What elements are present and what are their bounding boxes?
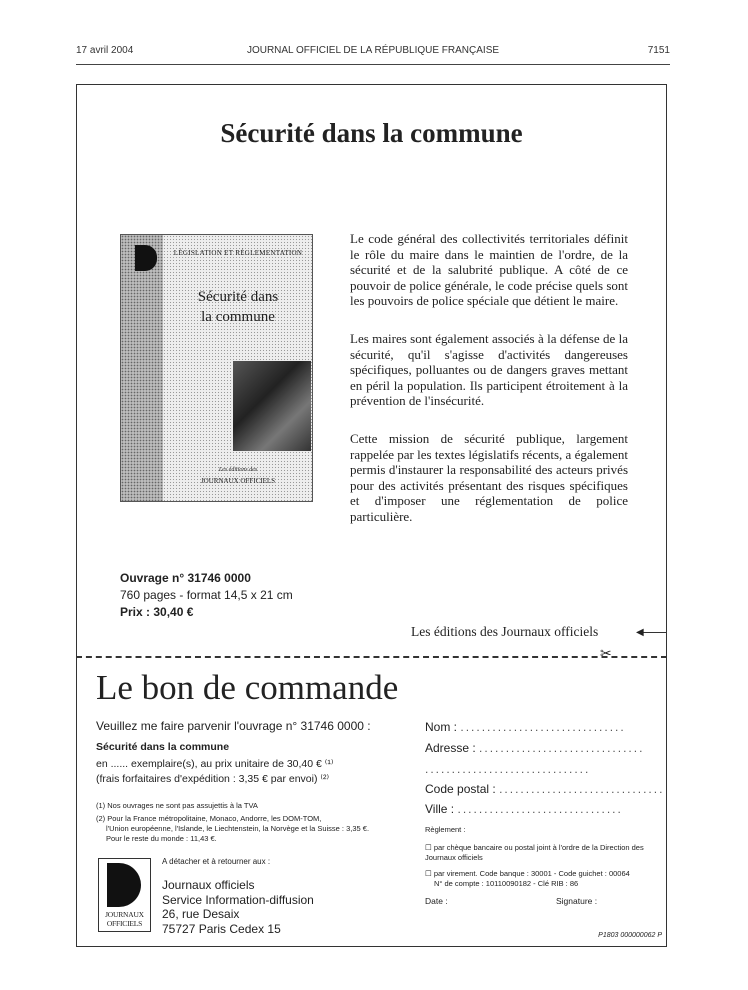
order-request: Veuillez me faire parvenir l'ouvrage n° 31746 0000 : — [96, 719, 371, 733]
signature-field[interactable]: Signature : — [556, 896, 598, 906]
editions-label: Les éditions des Journaux officiels — [411, 624, 599, 639]
header-page-number: 7151 — [647, 45, 670, 56]
advert-title: Sécurité dans la commune — [220, 118, 523, 148]
footnote-2c: Pour le reste du monde : 11,43 €. — [106, 834, 217, 843]
cut-line — [76, 656, 667, 658]
description-paragraph-2: Les maires sont également associés à la défense de la sécurité, qu'il s'agisse d'activités dangereuses spécifiques, polluantes ou de dangers graves mettant en péril la population. Ils participent étroitement à la prévention de l'insécurité. — [350, 331, 628, 408]
ouvrage-format: 760 pages - format 14,5 x 21 cm — [120, 588, 293, 602]
reference-code: P1803 000000062 P — [598, 932, 662, 939]
logo-d-icon — [107, 863, 141, 907]
book-cover-image — [120, 234, 313, 502]
cover-title — [173, 287, 303, 327]
ouvrage-number: Ouvrage n° 31746 0000 — [120, 571, 251, 585]
cover-logo-icon — [135, 245, 157, 271]
cover-series: LÉGISLATION ET RÉGLEMENTATION — [173, 249, 303, 257]
cover-photo-image — [233, 361, 311, 451]
scissors-icon: ✂ — [600, 645, 612, 661]
return-address — [162, 878, 314, 936]
checkbox-icon[interactable]: ☐ — [425, 843, 432, 852]
address-line-4: 75727 Paris Cedex 15 — [162, 921, 281, 936]
code-postal-field[interactable]: Code postal : ............................... — [425, 782, 665, 796]
cover-title-line1: Sécurité dans — [197, 289, 279, 305]
footnote-2b: l'Union européenne, l'Islande, le Liechtenstein, la Norvège et la Suisse : 3,35 €. — [106, 824, 370, 833]
header-rule — [76, 64, 670, 65]
cover-title-line2: la commune — [201, 309, 275, 325]
description-paragraph-3: Cette mission de sécurité publique, largement rappelée par les textes législatifs récents, a également permis d'instaurer la responsabilité des acteurs privés pour des activités présentant des risques spécifiques et d'imposer une réglementation de police particulière. — [350, 431, 628, 524]
date-field[interactable]: Date : — [425, 896, 448, 906]
payment-virement-option[interactable]: ☐ par virement. Code banque : 30001 - Code guichet : 00064 — [425, 869, 630, 878]
ville-field[interactable]: Ville : ............................... — [425, 802, 623, 816]
order-form-title: Le bon de commande — [96, 668, 399, 707]
reglement-label: Règlement : — [425, 825, 466, 834]
ouvrage-details — [120, 570, 293, 621]
order-shipping-line: (frais forfaitaires d'expédition : 3,35 € par envoi) ⁽²⁾ — [96, 773, 330, 785]
arrow-head-icon: ◀ — [636, 627, 644, 638]
virement-account: N° de compte : 10110090182 - Clé RIB : 86 — [434, 879, 579, 888]
order-book-title: Sécurité dans la commune — [96, 741, 230, 753]
address-line-3: 26, rue Desaix — [162, 907, 240, 921]
header-date: 17 avril 2004 — [76, 45, 134, 56]
adresse-field-line2[interactable]: ............................... — [425, 762, 591, 776]
footnote-2a: (2) Pour la France métropolitaine, Monaco, Andorre, les DOM-TOM, — [96, 814, 322, 823]
cover-strip — [121, 235, 163, 501]
logo-text: JOURNAUX OFFICIELS — [105, 910, 144, 928]
cover-publisher-line1: Les éditions des — [218, 467, 258, 473]
journaux-officiels-logo — [98, 858, 151, 932]
checkbox-icon[interactable]: ☐ — [425, 869, 432, 878]
detach-instruction: A détacher et à retourner aux : — [162, 857, 271, 866]
order-quantity-line[interactable]: en ...... exemplaire(s), au prix unitaire de 30,40 € ⁽¹⁾ — [96, 758, 334, 770]
cover-publisher-line2: JOURNAUX OFFICIELS — [200, 477, 276, 485]
footnote-1: (1) Nos ouvrages ne sont pas assujettis à la TVA — [96, 801, 258, 810]
address-line-2: Service Information-diffusion — [162, 892, 314, 907]
ouvrage-price: Prix : 30,40 € — [120, 605, 194, 619]
address-line-1: Journaux officiels — [162, 878, 255, 892]
description-paragraph-1: Le code général des collectivités territoriales définit le rôle du maire dans le maintien de l'ordre, de la sécurité et de la salubrité publique. A côté de ce pouvoir de police générale, le code précise quels sont les pouvoirs de police spéciale que détient le maire. — [350, 231, 628, 308]
adresse-field[interactable]: Adresse : ............................... — [425, 741, 645, 755]
header-journal-title: JOURNAL OFFICIEL DE LA RÉPUBLIQUE FRANÇAISE — [246, 45, 500, 56]
payment-cheque-option[interactable]: ☐ par chèque bancaire ou postal joint à l'ordre de la Direction des Journaux officiels — [425, 843, 644, 862]
nom-field[interactable]: Nom : ............................... — [425, 720, 626, 734]
